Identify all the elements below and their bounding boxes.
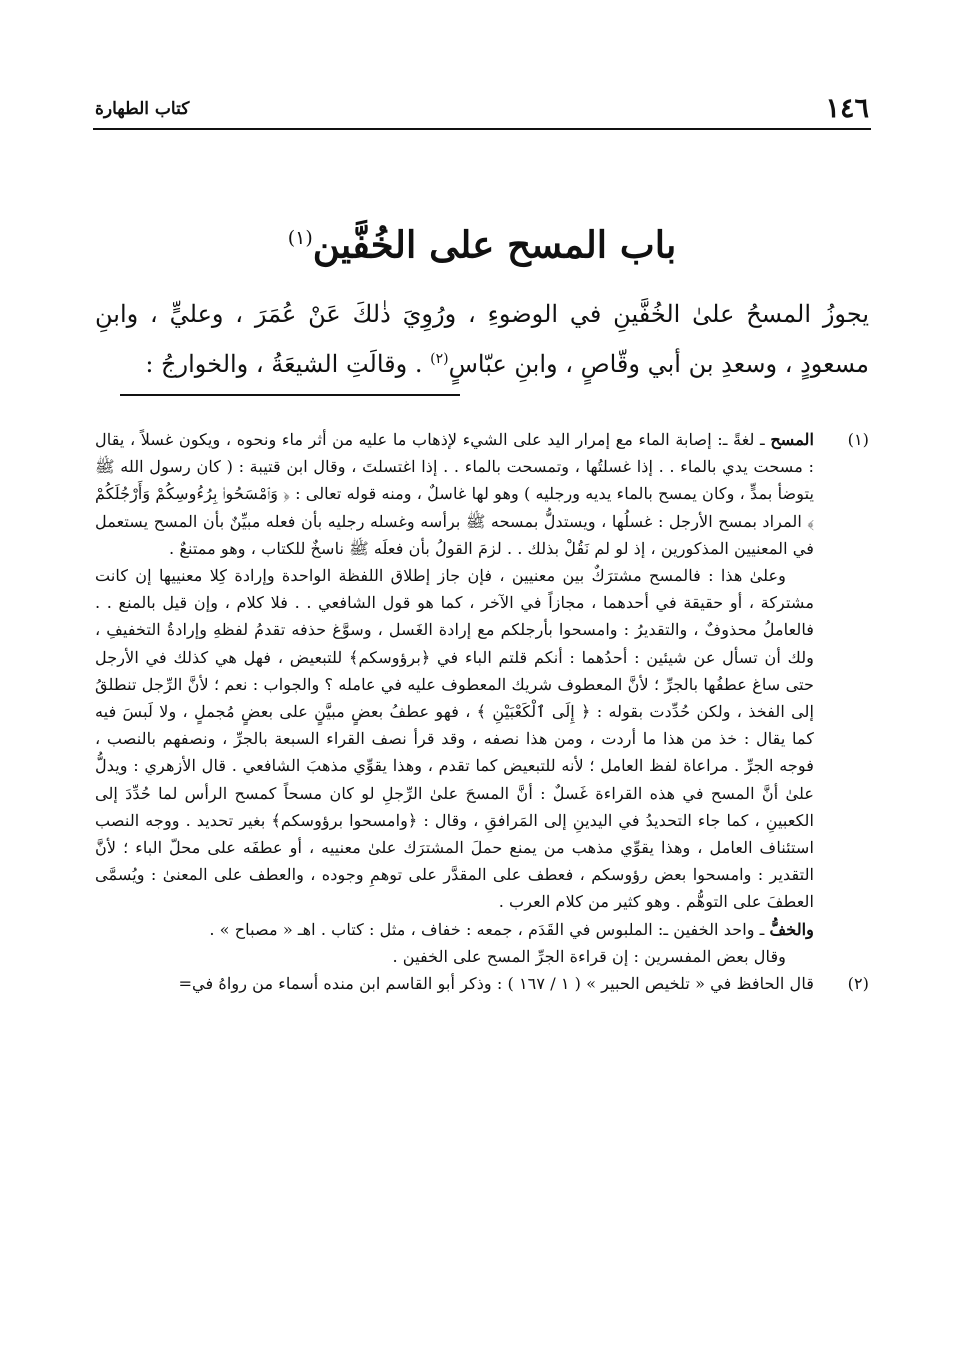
footnote-text: ـ واحد الخفين ـ: الملبوس في القَدَم ، جمعه : خفاف ، مثل : كتاب . اهـ « مصباح » . — [209, 919, 770, 939]
chapter-title-text: باب المسح على الخُفَّين — [312, 222, 677, 267]
footnote-separator — [120, 394, 460, 396]
chapter-note-ref: (١) — [287, 227, 313, 249]
footnote-paragraph — [95, 943, 814, 970]
main-note-ref: (٢) — [430, 351, 449, 367]
footnote-text: قال الحافظ في « تلخيص الحبير » ( ١ / ١٦٧ ) : وذكر أبو القاسم ابن منده أسماء من رواهُ في= — [178, 974, 814, 994]
footnote-paragraph — [95, 916, 814, 943]
main-text — [95, 292, 869, 387]
footnote-body — [95, 970, 814, 997]
footnote-number: (٢) — [847, 974, 869, 994]
footnote-body — [95, 426, 814, 970]
main-text-part1: يجوزُ المسحُ علىٰ الخُفَّينِ في الوضوءِ ، ورُوِيَ ذٰلكَ عَنْ عُمَرَ ، وعليٍّ ، وابنِ مسعودٍ ، وسعدِ بن أبي وقّاصٍ ، وابنِ عبّاسٍ — [95, 300, 869, 378]
footnote-number: (١) — [847, 430, 869, 449]
footnote-1 — [95, 426, 869, 970]
chapter-title — [95, 208, 869, 274]
page-number: ١٤٦ — [825, 93, 869, 124]
main-paragraph — [95, 292, 869, 387]
running-title: كتاب الطهارة — [95, 99, 190, 119]
footnote-paragraph — [95, 970, 814, 997]
page-header — [95, 92, 869, 126]
main-text-part2: . وقالَتِ الشيعَةُ ، والخوارجُ : — [145, 350, 431, 378]
footnote-term: والخفُّ — [769, 919, 814, 939]
header-rule — [93, 128, 871, 130]
footnote-text: ـ لغةً ـ: إصابة الماء مع إمرار اليد على الشيء لإذهاب ما عليه من أثر ماء ونحوه ، ويكون غسلاً ، يقال : مسحت يدي بالماء . . إذا غسلتُها ، وتمسحت بالماء . . إذا اغتسلتَ ، وقال ابن قتيبة : ( كان رسول الله ﷺ يتوضأ بمدٍّ ، وكان يمسح بالماء يديه ورجليه ) وهو لها غاسلٌ ، ومنه قوله تعالى : ﴿ وَٱمْسَحُوا۟ بِرُءُوسِكُمْ وَأَرْجُلَكُمْ ﴾ المراد بمسح الأرجل : غسلُها ، ويستدلُّ بمسحه ﷺ برأسه وغسله رجليه بأن فعله مبيِّنٌ بأن المسح يستعمل في المعنيين المذكورين ، إذ لو لم نَقُلْ بذلك . . لزمَ القولُ بأن فعلَه ﷺ ناسخٌ للكتاب ، وهو ممتنعٌ . — [95, 430, 814, 558]
footnote-text: وعلىٰ هذا : فالمسح مشترَكٌ بين معنيين ، فإن جاز إطلاق اللفظة الواحدة وإرادة كِلا معنييها إن كانت مشتركة ، أو حقيقة في أحدهما ، مجازاً في الآخر ، كما هو قول الشافعي . . فلا كلام ، وإن قيل بالمنع . . فالعاملُ محذوفٌ ، والتقديرُ : وامسحوا بأرجلكم مع إرادة الغَسل ، وسوَّغ حذفه تقدمُ لفظهِ وإرادةُ التخفيفِ ، ولك أن تسأل عن شيئين : أحدُهما : أنكم قلتم الباء في ﴿برؤوسكم﴾ للتبعيض ، فهل هي كذلك في الأرجل حتى ساغ عطفُها بالجرِّ ؛ لأنَّ المعطوف شريك المعطوف عليه في عامله ؟ والجواب : نعم ؛ لأنَّ الرِّجل تنطلقُ إلى الفخذ ، ولكن حُدِّدت بقوله : ﴿ إِلَى ٱلْكَعْبَيْنِ ﴾ ، فهو عطفُ بعضٍ مبيَّنٍ على بعضٍ مُجملٍ ، ولا لَبسَ فيه كما يقال : خذ من هذا ما أردت ، ومن هذا نصفه ، وقد قرأ نصف القراء السبعة بالجرِّ ، ونصفهم بالنصب ، فوجه الجرِّ . مراعاة لفظ العامل ؛ لأنه للتبعيض كما تقدم ، وهذا يقوِّي مذهبَ الشافعي . قال الأزهري : ويدلُّ علىٰ أنَّ المسح في هذه القراءة غَسلٌ : أنَّ المسحَ علىٰ الرِّجلِ لو كان مسحاً كمسح الرأس لما حُدِّدَ إلى الكعبينِ ، كما جاء التحديدُ في اليدينِ إلى المَرافقِ ، وقال : ﴿وامسحوا برؤوسكم﴾ بغير تحديد . ووجه النصب استئناف العامل ، وهذا يقوِّي مذهب من يمنع حملَ المشترَك علىٰ معنييه ، أو عطفَه على محلّ الباء ؛ لأنَّ التقدير : وامسحوا بعض رؤوسكم ، فعطف على المقدَّر على توهمِ وجوده ، والعطف على المعنىٰ : ويُسمَّى العطفَ على التوهُّم . وهو كثير من كلام العرب . — [95, 566, 814, 912]
footnote-text: وقال بعض المفسرين : إن قراءة الجرِّ المسح على الخفين . — [392, 946, 786, 966]
footnote-paragraph — [95, 426, 814, 562]
footnote-paragraph — [95, 562, 814, 916]
footnotes — [95, 426, 869, 997]
footnote-term: المسح — [770, 430, 814, 449]
footnote-2 — [95, 970, 869, 997]
